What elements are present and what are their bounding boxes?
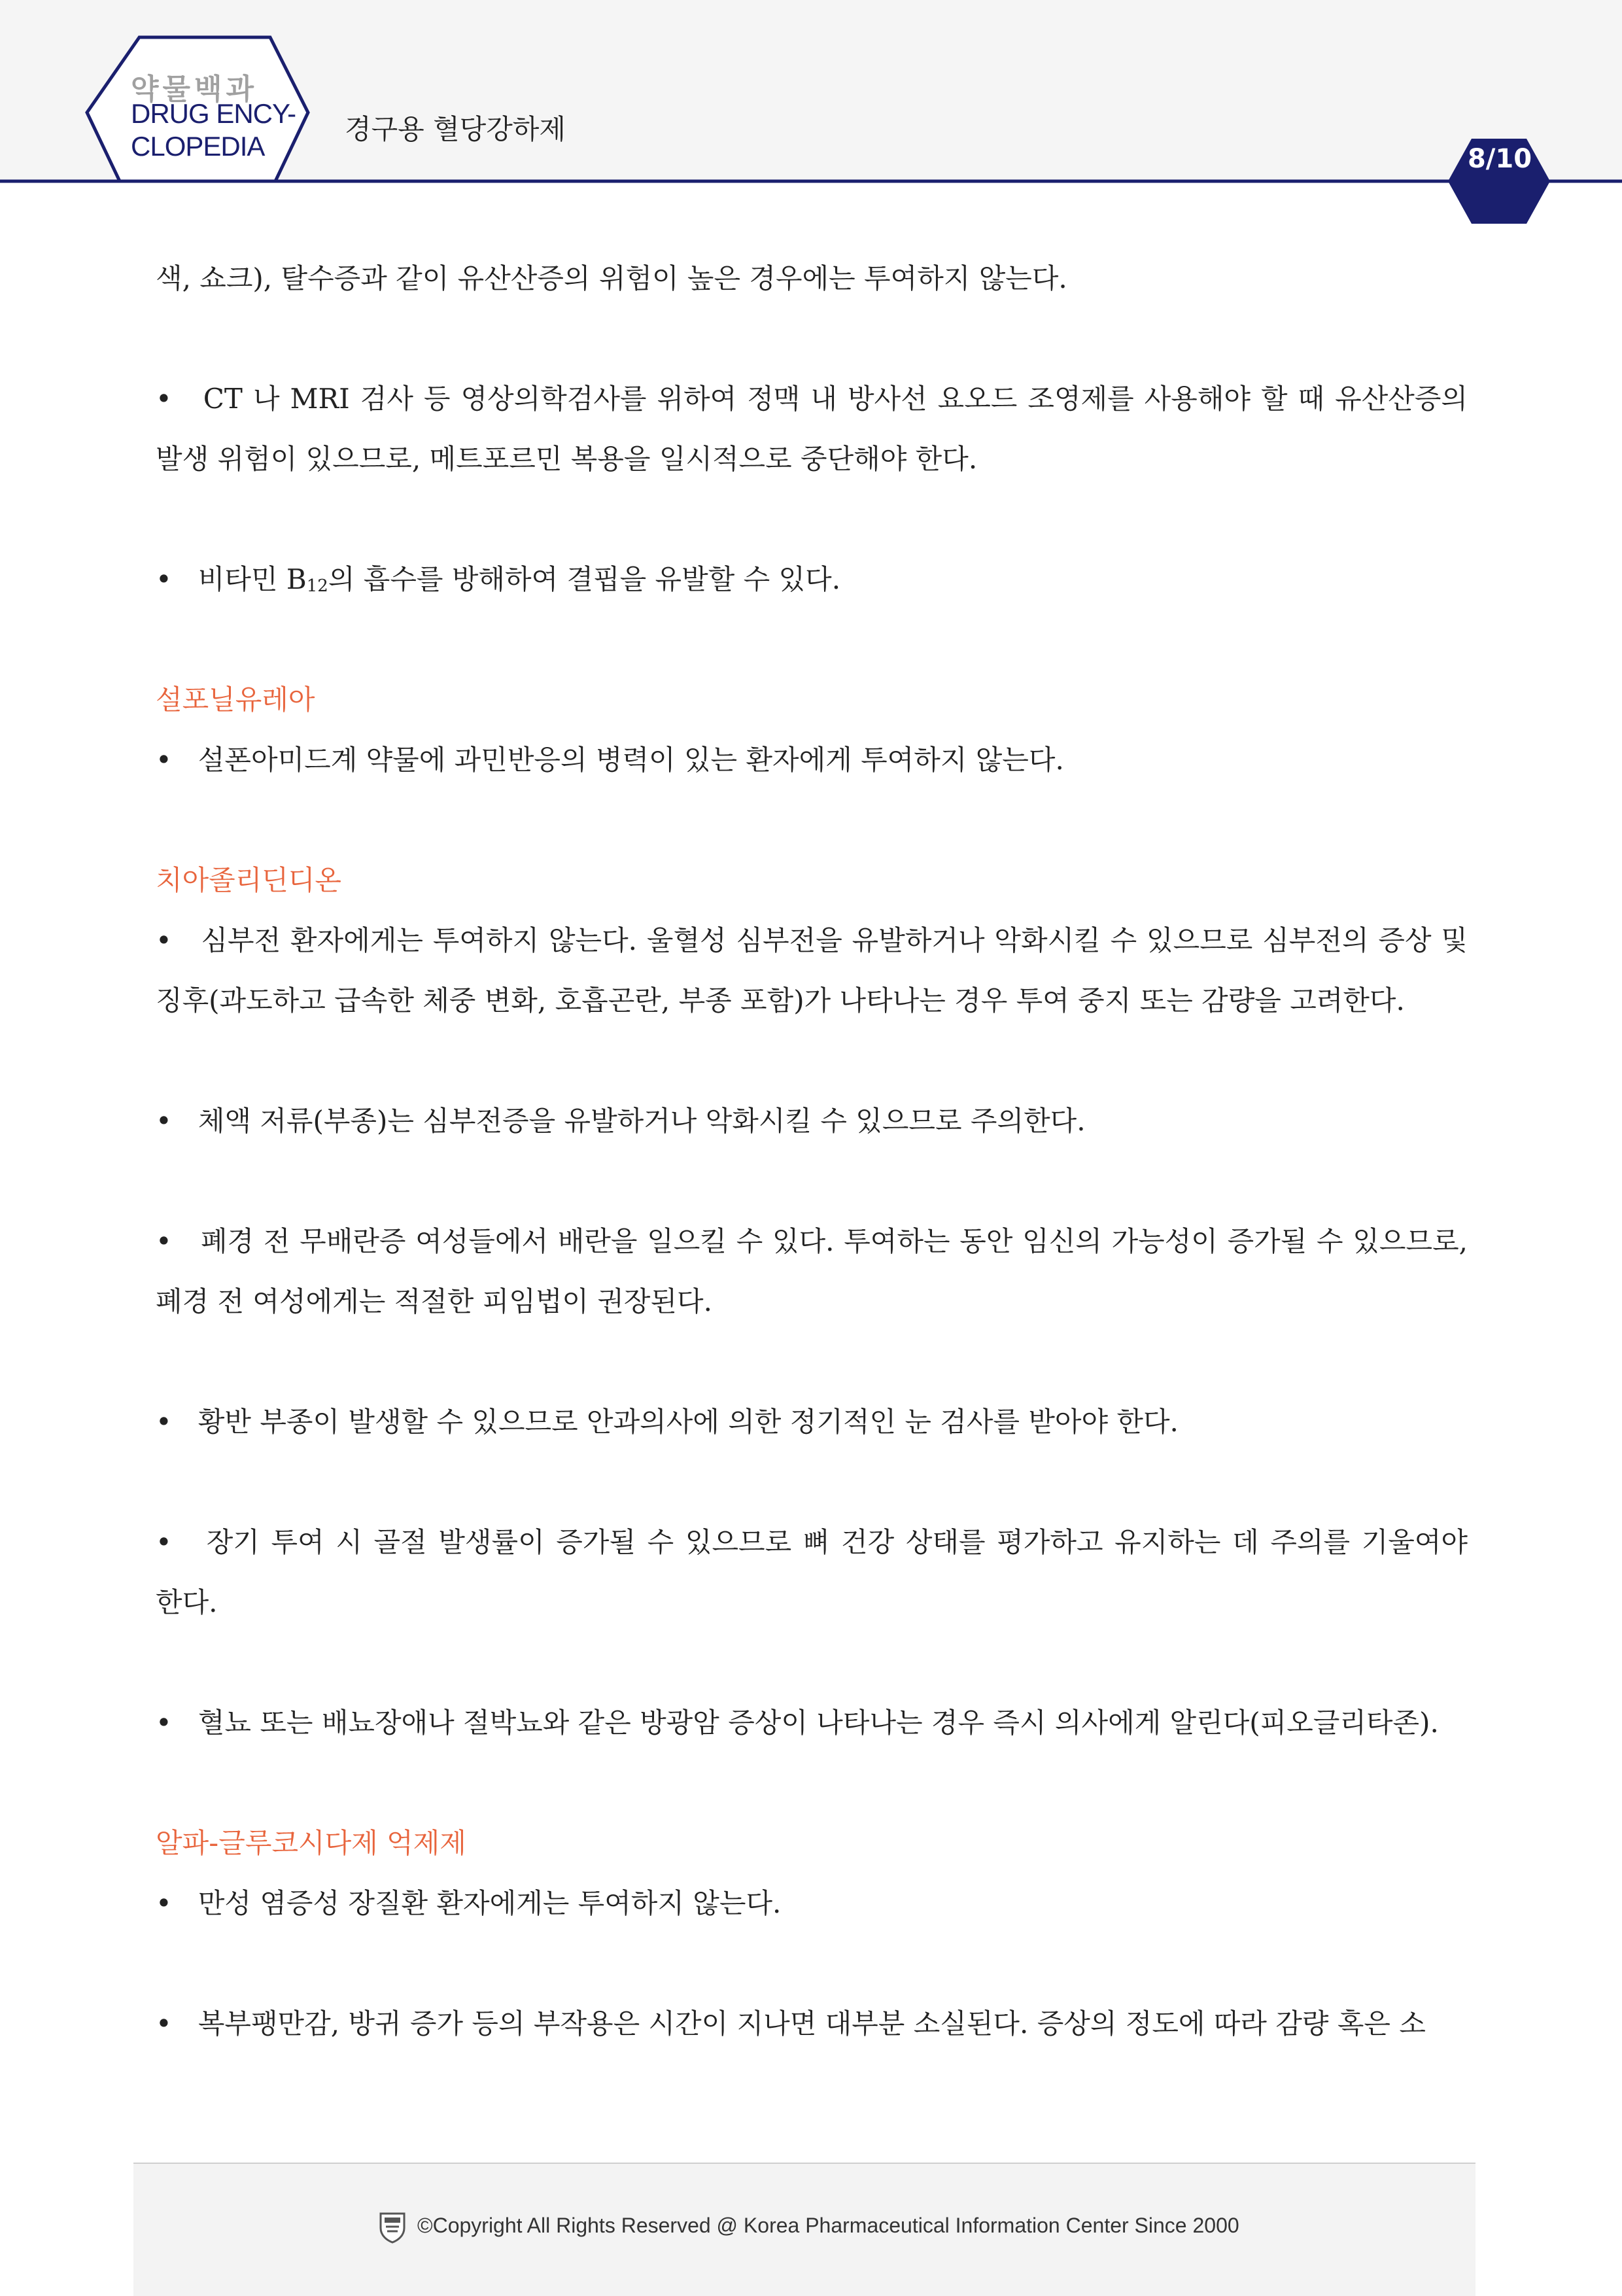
crest-icon (378, 2211, 407, 2244)
bullet-bloating: • 복부팽만감, 방귀 증가 등의 부작용은 시간이 지나면 대부분 소실된다. 증상의 정도에 따라 감량 혹은 소 (156, 1994, 1468, 2054)
logo-english-line1: DRUG ENCY- (131, 98, 296, 129)
vitamin-text-before: 비타민 B (198, 563, 307, 595)
document-body (156, 249, 1468, 2054)
bullet-fracture: • 장기 투여 시 골절 발생률이 증가될 수 있으므로 뼈 건강 상태를 평가하고 유지하는 데 주의를 기울여야 한다. (156, 1512, 1468, 1633)
section-heading-sulfonylurea: 설포닐유레아 (156, 684, 315, 716)
bullet-bowel-disease: • 만성 염증성 장질환 환자에게는 투여하지 않는다. (156, 1873, 1468, 1934)
paragraph-continuation: 색, 쇼크), 탈수증과 같이 유산산증의 위험이 높은 경우에는 투여하지 않는다. (156, 262, 1067, 294)
bullet-heart-failure: • 심부전 환자에게는 투여하지 않는다. 울혈성 심부전을 유발하거나 악화시킬 수 있으므로 심부전의 증상 및 징후(과도하고 급속한 체중 변화, 호흡곤란, 부종 포함)가 나타나는 경우 투여 중지 또는 감량을 고려한다. (156, 911, 1468, 1031)
section-heading-alpha-glucosidase: 알파-글루코시다제 억제제 (156, 1827, 466, 1859)
bullet-bladder-cancer: • 혈뇨 또는 배뇨장애나 절박뇨와 같은 방광암 증상이 나타나는 경우 즉시 의사에게 알린다(피오글리타존). (156, 1693, 1468, 1753)
logo-korean: 약물백과 (131, 73, 258, 105)
bullet-macular-edema: • 황반 부종이 발생할 수 있으므로 안과의사에 의한 정기적인 눈 검사를 받아야 한다. (156, 1392, 1468, 1452)
vitamin-subscript: 12 (306, 576, 328, 596)
bullet-ct-mri: • CT 나 MRI 검사 등 영상의학검사를 위하여 정맥 내 방사선 요오드 조영제를 사용해야 할 때 유산산증의 발생 위험이 있으므로, 메트포르민 복용을 일시적으로 중단해야 한다. (156, 369, 1468, 489)
bullet-ovulation: • 폐경 전 무배란증 여성들에서 배란을 일으킬 수 있다. 투여하는 동안 임신의 가능성이 증가될 수 있으므로, 폐경 전 여성에게는 적절한 피임법이 권장된다. (156, 1211, 1468, 1332)
bullet-vitamin-b12 (156, 549, 1468, 610)
vitamin-text-after: 의 흡수를 방해하여 결핍을 유발할 수 있다. (328, 563, 841, 595)
copyright-notice: ©Copyright All Rights Reserved @ Korea Pharmaceutical Information Center Since 2000 (417, 2214, 1239, 2237)
section-heading-thiazolidinedione: 치아졸리딘디온 (156, 864, 342, 896)
bullet-fluid-retention: • 체액 저류(부종)는 심부전증을 유발하거나 악화시킬 수 있으므로 주의한다. (156, 1091, 1468, 1151)
page-number: 8/10 (1467, 144, 1532, 174)
logo-english-line2: CLOPEDIA (131, 131, 265, 162)
bullet-sulfonamide: • 설폰아미드계 약물에 과민반응의 병력이 있는 환자에게 투여하지 않는다. (156, 730, 1468, 790)
document-title: 경구용 혈당강하제 (345, 113, 566, 145)
